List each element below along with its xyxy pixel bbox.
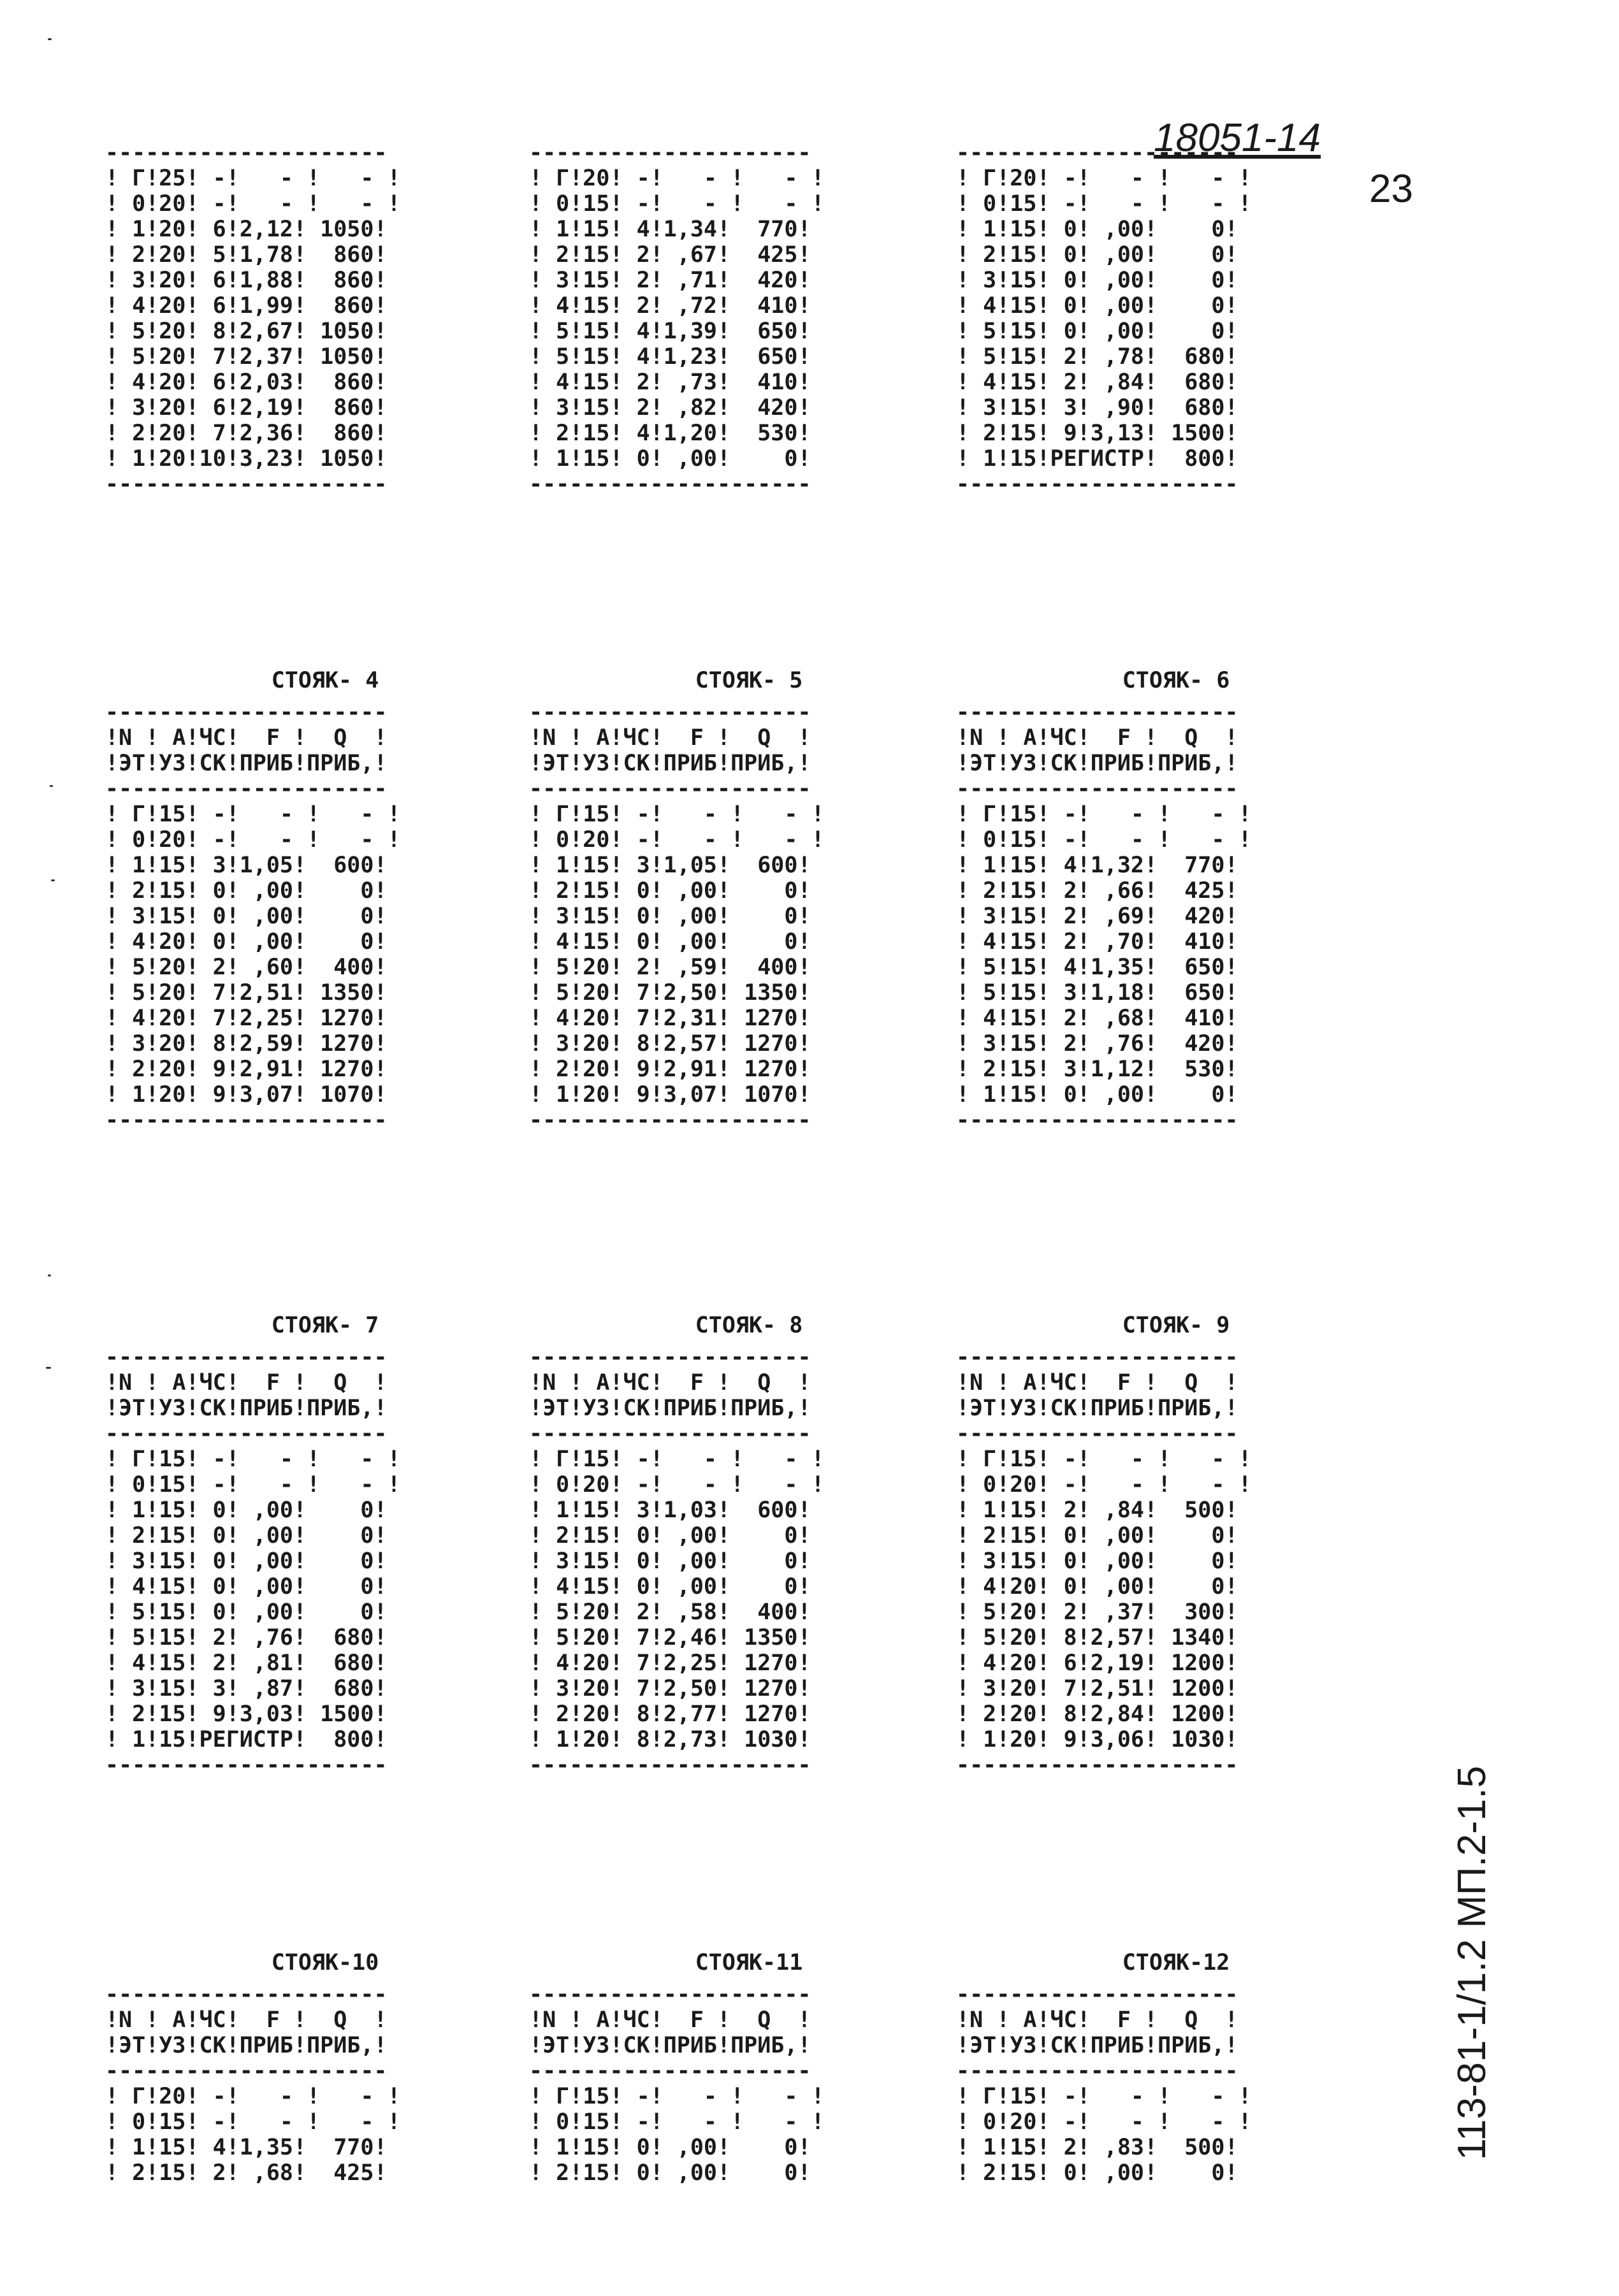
sheet-number: 23 [1369,167,1413,211]
scan-speck [48,38,52,40]
riser-title: СТОЯК- 7 [271,1313,379,1338]
riser-table: --------------------- ! Г!25! -! - ! - ! ! 0!20! -! - ! - ! ! 1!20! 6!2,12! 1050! ! 2!20! 5!1,78! 860! ! 3!20! 6!1,88! 860! ! 4!20! 6!1,99! 860! ! 5!20! 8!2,67! 1050! ! 5!20! 7!2,37! 1050! ! 4!20! 6!2,03! 860! ! 3!20! 6!2,19! 860! ! 2!20! 7!2,36! 860! ! 1!20!10!3,23! 1050! --------------------- [105,140,401,497]
riser-title: СТОЯК-10 [271,1950,379,1975]
riser-table: --------------------- ! Г!20! -! - ! - ! ! 0!15! -! - ! - ! ! 1!15! 4!1,34! 770! ! 2!15! 2! ,67! 425! ! 3!15! 2! ,71! 420! ! 4!15! 2! ,72! 410! ! 5!15! 4!1,39! 650! ! 5!15! 4!1,23! 650! ! 4!15! 2! ,73! 410! ! 3!15! 2! ,82! 420! ! 2!15! 4!1,20! 530! ! 1!15! 0! ,00! 0! --------------------- [529,140,825,497]
riser-table: --------------------- ! Г!20! -! - ! - ! ! 0!15! -! - ! - ! ! 1!15! 0! ,00! 0! ! 2!15! 0! ,00! 0! ! 3!15! 0! ,00! 0! ! 4!15! 0! ,00! 0! ! 5!15! 0! ,00! 0! ! 5!15! 2! ,78! 680! ! 4!15! 2! ,84! 680! ! 3!15! 3! ,90! 680! ! 2!15! 9!3,13! 1500! ! 1!15!РЕГИСТР! 800! --------------------- [956,140,1252,497]
riser-table: --------------------- !N ! А!ЧС! F ! Q ! !ЭТ!УЗ!СК!ПРИБ!ПРИБ,! --------------------- ! Г!15! -! - ! - ! ! 0!15! -! - ! - ! ! 1!15! 4!1,32! 770! ! 2!15! 2! ,66! 425! ! 3!15! 2! ,69! 420! ! 4!15! 2! ,70! 410! ! 5!15! 4!1,35! 650! ! 5!15! 3!1,18! 650! ! 4!15! 2! ,68! 410! ! 3!15! 2! ,76! 420! ! 2!15! 3!1,12! 530! ! 1!15! 0! ,00! 0! --------------------- [956,700,1252,1133]
riser-title: СТОЯК-12 [1122,1950,1230,1975]
riser-title: СТОЯК- 5 [695,668,803,693]
riser-table: --------------------- !N ! А!ЧС! F ! Q ! !ЭТ!УЗ!СК!ПРИБ!ПРИБ,! --------------------- ! Г!15! -! - ! - ! ! 0!15! -! - ! - ! ! 1!15! 0! ,00! 0! ! 2!15! 0! ,00! 0! [529,1982,825,2186]
scan-speck [48,1274,51,1276]
riser-title: СТОЯК- 8 [695,1313,803,1338]
riser-title: СТОЯК-11 [695,1950,803,1975]
riser-table: --------------------- !N ! А!ЧС! F ! Q ! !ЭТ!УЗ!СК!ПРИБ!ПРИБ,! --------------------- ! Г!15! -! - ! - ! ! 0!15! -! - ! - ! ! 1!15! 0! ,00! 0! ! 2!15! 0! ,00! 0! ! 3!15! 0! ,00! 0! ! 4!15! 0! ,00! 0! ! 5!15! 0! ,00! 0! ! 5!15! 2! ,76! 680! ! 4!15! 2! ,81! 680! ! 3!15! 3! ,87! 680! ! 2!15! 9!3,03! 1500! ! 1!15!РЕГИСТР! 800! --------------------- [105,1345,401,1778]
riser-table: --------------------- !N ! А!ЧС! F ! Q ! !ЭТ!УЗ!СК!ПРИБ!ПРИБ,! --------------------- ! Г!20! -! - ! - ! ! 0!15! -! - ! - ! ! 1!15! 4!1,35! 770! ! 2!15! 2! ,68! 425! [105,1982,401,2186]
riser-table: --------------------- !N ! А!ЧС! F ! Q ! !ЭТ!УЗ!СК!ПРИБ!ПРИБ,! --------------------- ! Г!15! -! - ! - ! ! 0!20! -! - ! - ! ! 1!15! 2! ,84! 500! ! 2!15! 0! ,00! 0! ! 3!15! 0! ,00! 0! ! 4!20! 0! ,00! 0! ! 5!20! 2! ,37! 300! ! 5!20! 8!2,57! 1340! ! 4!20! 6!2,19! 1200! ! 3!20! 7!2,51! 1200! ! 2!20! 8!2,84! 1200! ! 1!20! 9!3,06! 1030! --------------------- [956,1345,1252,1778]
riser-table: --------------------- !N ! А!ЧС! F ! Q ! !ЭТ!УЗ!СК!ПРИБ!ПРИБ,! --------------------- ! Г!15! -! - ! - ! ! 0!20! -! - ! - ! ! 1!15! 2! ,83! 500! ! 2!15! 0! ,00! 0! [956,1982,1252,2186]
riser-title: СТОЯК- 9 [1122,1313,1230,1338]
side-document-code: 113-81-1/1.2 МП.2-1.5 [1450,1766,1494,2160]
scan-speck [50,785,53,787]
handwritten-number: 18051-14 [1154,116,1321,160]
scan-speck [46,1367,51,1369]
riser-title: СТОЯК- 4 [271,668,379,693]
riser-table: --------------------- !N ! А!ЧС! F ! Q ! !ЭТ!УЗ!СК!ПРИБ!ПРИБ,! --------------------- ! Г!15! -! - ! - ! ! 0!20! -! - ! - ! ! 1!15! 3!1,05! 600! ! 2!15! 0! ,00! 0! ! 3!15! 0! ,00! 0! ! 4!15! 0! ,00! 0! ! 5!20! 2! ,59! 400! ! 5!20! 7!2,50! 1350! ! 4!20! 7!2,31! 1270! ! 3!20! 8!2,57! 1270! ! 2!20! 9!2,91! 1270! ! 1!20! 9!3,07! 1070! --------------------- [529,700,825,1133]
riser-table: --------------------- !N ! А!ЧС! F ! Q ! !ЭТ!УЗ!СК!ПРИБ!ПРИБ,! --------------------- ! Г!15! -! - ! - ! ! 0!20! -! - ! - ! ! 1!15! 3!1,05! 600! ! 2!15! 0! ,00! 0! ! 3!15! 0! ,00! 0! ! 4!20! 0! ,00! 0! ! 5!20! 2! ,60! 400! ! 5!20! 7!2,51! 1350! ! 4!20! 7!2,25! 1270! ! 3!20! 8!2,59! 1270! ! 2!20! 9!2,91! 1270! ! 1!20! 9!3,07! 1070! --------------------- [105,700,401,1133]
scan-speck [51,879,55,881]
riser-title: СТОЯК- 6 [1122,668,1230,693]
riser-table: --------------------- !N ! А!ЧС! F ! Q ! !ЭТ!УЗ!СК!ПРИБ!ПРИБ,! --------------------- ! Г!15! -! - ! - ! ! 0!20! -! - ! - ! ! 1!15! 3!1,03! 600! ! 2!15! 0! ,00! 0! ! 3!15! 0! ,00! 0! ! 4!15! 0! ,00! 0! ! 5!20! 2! ,58! 400! ! 5!20! 7!2,46! 1350! ! 4!20! 7!2,25! 1270! ! 3!20! 7!2,50! 1270! ! 2!20! 8!2,77! 1270! ! 1!20! 8!2,73! 1030! --------------------- [529,1345,825,1778]
